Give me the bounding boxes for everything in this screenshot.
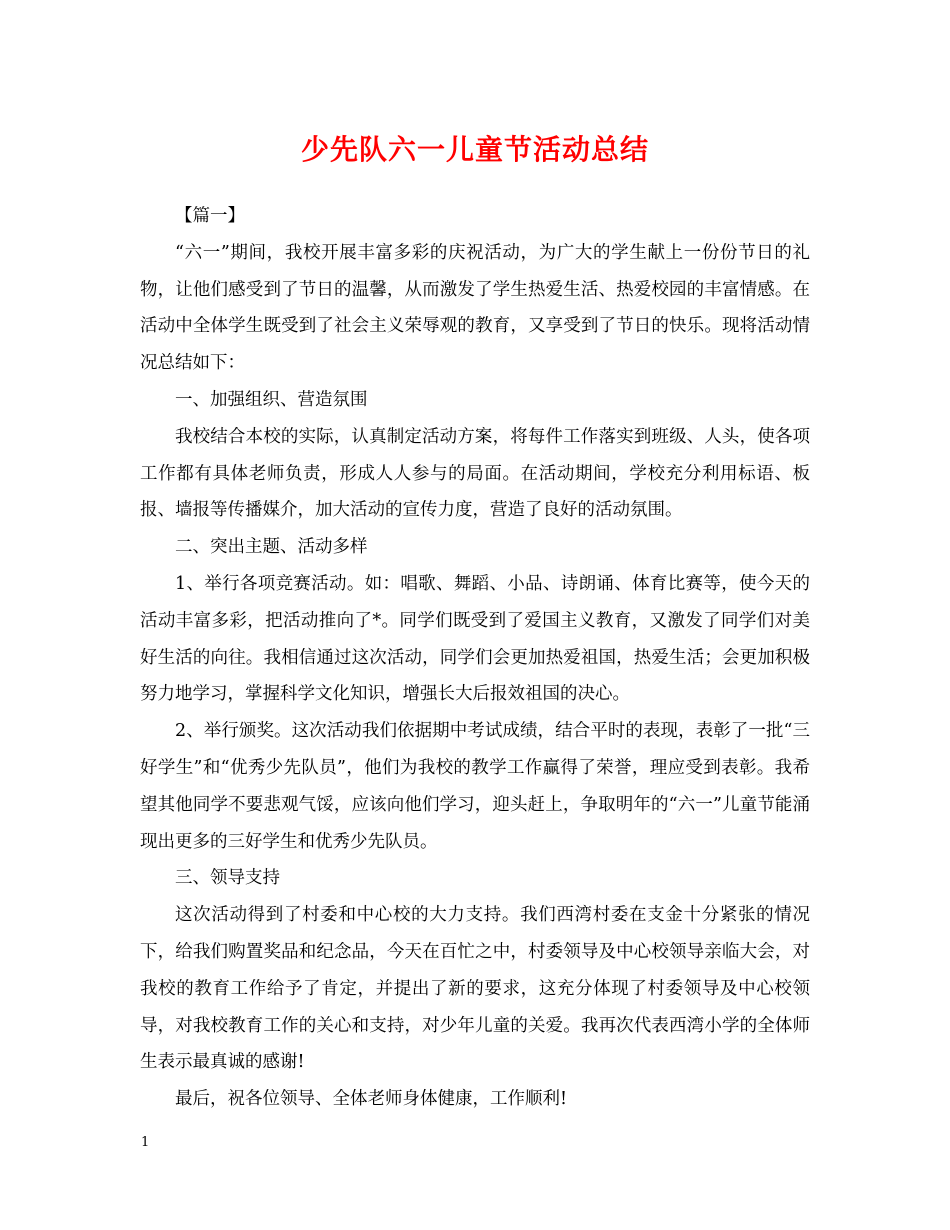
page-number: 1 [141,1135,150,1150]
paragraph-closing: 最后，祝各位领导、全体老师身体健康，工作顺利! [175,1089,568,1110]
heading-section-2: 二、突出主题、活动多样 [175,537,368,558]
paragraph-awards: 2、举行颁奖。这次活动我们依据期中考试成绩，结合平时的表现，表彰了一批“三好学生”和“优秀少先队员”，他们为我校的教学工作赢得了荣誉，理应受到表彰。我希望其他同学不要悲观气馁，应该向他们学习，迎头赶上，争取明年的“六一”儿童节能涌现出更多的三好学生和优秀少先队员。 [140,721,810,852]
section-label: 【篇一】 [175,206,245,226]
paragraph-competitions: 1、举行各项竞赛活动。如：唱歌、舞蹈、小品、诗朗诵、体育比赛等，使今天的活动丰富多彩，把活动推向了*。同学们既受到了爱国主义教育，又激发了同学们对美好生活的向往。我相信通过这次活动，同学们会更加热爱祖国，热爱生活；会更加积极努力地学习，掌握科学文化知识，增强长大后报效祖国的决心。 [140,573,810,705]
heading-section-3: 三、领导支持 [175,868,280,889]
paragraph-intro: “六一”期间，我校开展丰富多彩的庆祝活动，为广大的学生献上一份份节日的礼物，让他们感受到了节日的温馨，从而激发了学生热爱生活、热爱校园的丰富情感。在活动中全体学生既受到了社会主义荣辱观的教育，又享受到了节日的快乐。现将活动情况总结如下： [140,242,810,374]
paragraph-section-3: 这次活动得到了村委和中心校的大力支持。我们西湾村委在支金十分紧张的情况下，给我们购置奖品和纪念品，今天在百忙之中，村委领导及中心校领导亲临大会，对我校的教育工作给予了肯定，并提出了新的要求，这充分体现了村委领导及中心校领导，对我校教育工作的关心和支持，对少年儿童的关爱。我再次代表西湾小学的全体师生表示最真诚的感谢! [140,905,810,1073]
page-title: 少先队六一儿童节活动总结 [300,133,649,166]
document-body [140,198,810,1118]
paragraph-section-1: 我校结合本校的实际，认真制定活动方案，将每件工作落实到班级、人头，使各项工作都有具体老师负责，形成人人参与的局面。在活动期间，学校充分利用标语、板报、墙报等传播媒介，加大活动的宣传力度，营造了良好的活动氛围。 [140,426,810,521]
heading-section-1: 一、加强组织、营造氛围 [175,389,368,410]
